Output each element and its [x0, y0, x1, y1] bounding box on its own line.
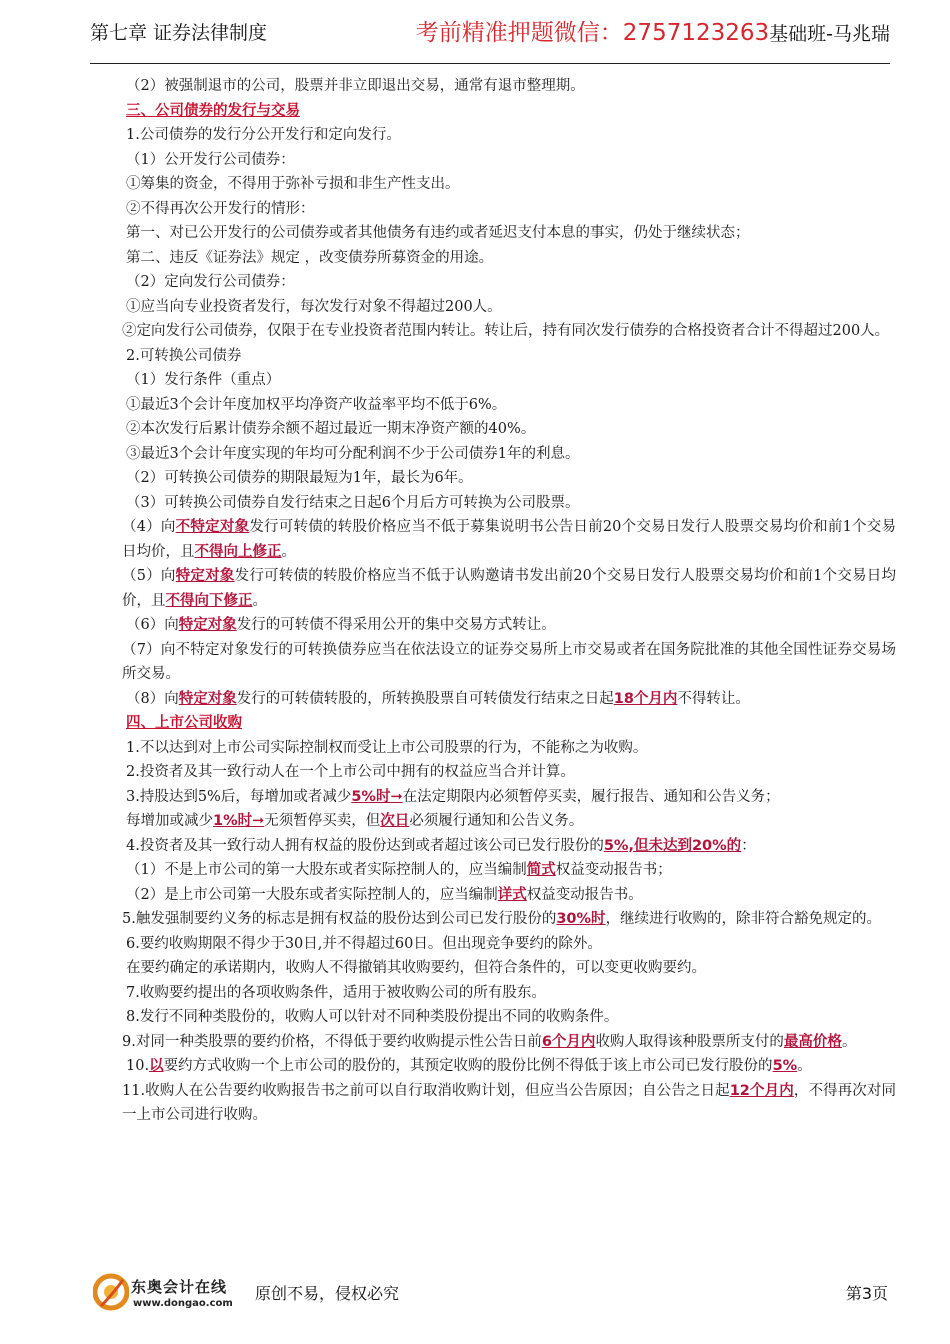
promo-banner — [416, 14, 890, 47]
paragraph: ③最近3个会计年度实现的年均可分配利润不少于公司债券1年的利息。 — [126, 445, 580, 462]
paragraph: ①最近3个会计年度加权平均净资产收益率平均不低于6%。 — [126, 396, 507, 413]
chapter-title: 第七章 证券法律制度 — [90, 22, 268, 44]
paragraph: （5）向特定对象发行可转债的转股价格应当不低于认购邀请书发出前20个交易日发行人股票交易均价和前1个交易日均价，且不得向下修正。 — [122, 568, 896, 609]
paragraph: （2）是上市公司第一大股东或者实际控制人的，应当编制详式权益变动报告书。 — [126, 886, 643, 903]
paragraph: （1）公开发行公司债券： — [126, 151, 295, 168]
paragraph: 5.触发强制要约义务的标志是拥有权益的股份达到公司已发行股份的30%时，继续进行收购的，除非符合豁免规定的。 — [122, 911, 882, 927]
dongao-logo — [93, 1272, 263, 1318]
paragraph: 3.持股达到5%后，每增加或者减少5%时➞在法定期限内必须暂停买卖，履行报告、通知和公告义务； — [126, 788, 780, 805]
paragraph: （7）向不特定对象发行的可转换债券应当在依法设立的证券交易所上市交易或者在国务院批准的其他全国性证券交易场所交易。 — [122, 641, 896, 682]
paragraph: 在要约确定的承诺期内，收购人不得撤销其收购要约，但符合条件的，可以变更收购要约。 — [126, 960, 706, 976]
paragraph: 7.收购要约提出的各项收购条件，适用于被收购公司的所有股东。 — [126, 984, 546, 1001]
header-rule — [90, 63, 890, 64]
paragraph: （6）向特定对象发行的可转债不得采用公开的集中交易方式转让。 — [126, 617, 556, 633]
page-header — [90, 12, 890, 52]
paragraph: 第一、对已公开发行的公司债券或者其他债务有违约或者延迟支付本息的事实，仍处于继续状态； — [126, 225, 750, 241]
paragraph: 2.可转换公司债券 — [126, 347, 242, 364]
paragraph: ①筹集的资金，不得用于弥补亏损和非生产性支出。 — [126, 176, 460, 192]
section-heading: 四、上市公司收购 — [126, 715, 242, 731]
paragraph: 11.收购人在公告要约收购报告书之前可以自行取消收购计划，但应当公告原因；自公告之日起12个月内，不得再次对同一上市公司进行收购。 — [122, 1082, 897, 1123]
paragraph: ①应当向专业投资者发行，每次发行对象不得超过200人。 — [126, 298, 502, 315]
logo-text: 东奥会计在线 — [131, 1278, 228, 1296]
paragraph: 1.不以达到对上市公司实际控制权而受让上市公司股票的行为，不能称之为收购。 — [126, 739, 648, 756]
paragraph: （2）被强制退市的公司，股票并非立即退出交易，通常有退市整理期。 — [126, 78, 585, 94]
paragraph: （8）向特定对象发行的可转债转股的，所转换股票自可转债发行结束之日起18个月内不得转让。 — [126, 690, 750, 707]
paragraph: （4）向不特定对象发行可转债的转股价格应当不低于募集说明书公告日前20个交易日发行人股票交易均价和前1个交易日均价，且不得向上修正。 — [122, 519, 896, 560]
paragraph: （2）可转换公司债券的期限最短为1年，最长为6年。 — [126, 470, 473, 486]
paragraph: 每增加或减少1%时➞无须暂停买卖，但次日必须履行通知和公告义务。 — [126, 813, 584, 829]
paragraph: ②定向发行公司债券，仅限于在专业投资者范围内转让。转让后，持有同次发行债券的合格投资者合计不得超过200人。 — [122, 323, 890, 339]
paragraph: 9.对同一种类股票的要约价格，不得低于要约收购提示性公告日前6个月内收购人取得该种股票所支付的最高价格。 — [122, 1033, 857, 1050]
class-name: 基础班-马兆瑞 — [769, 23, 890, 45]
paragraph: ②本次发行后累计债券余额不超过最近一期末净资产额的40%。 — [126, 421, 536, 437]
paragraph: 10.以要约方式收购一个上市公司的股份的，其预定收购的股份比例不得低于该上市公司已发行股份的5%。 — [126, 1058, 812, 1074]
paragraph: （2）定向发行公司债券： — [126, 274, 295, 290]
paragraph: （3）可转换公司债券自发行结束之日起6个月后方可转换为公司股票。 — [126, 494, 580, 511]
promo-text: 考前精准押题微信：2757123263 — [415, 20, 770, 46]
page-number: 第3页 — [845, 1284, 888, 1303]
paragraph: 第二、违反《证券法》规定 ，改变债券所募资金的用途。 — [126, 249, 494, 266]
paragraph: 8.发行不同种类股份的，收购人可以针对不同种类股份提出不同的收购条件。 — [126, 1009, 619, 1025]
footer-slogan: 原创不易，侵权必究 — [255, 1284, 400, 1303]
document-body — [122, 74, 897, 1128]
paragraph: 2.投资者及其一致行动人在一个上市公司中拥有的权益应当合并计算。 — [126, 764, 575, 780]
page-footer — [0, 1262, 950, 1332]
paragraph: （1）发行条件（重点） — [126, 372, 281, 388]
logo-url: www.dongao.com — [133, 1298, 233, 1309]
section-heading: 三、公司债券的发行与交易 — [126, 102, 300, 119]
paragraph: （1）不是上市公司的第一大股东或者实际控制人的，应当编制简式权益变动报告书； — [126, 862, 672, 878]
paragraph: 4.投资者及其一致行动人拥有权益的股份达到或者超过该公司已发行股份的5%,但未达到20%的： — [126, 837, 756, 854]
paragraph: 6.要约收购期限不得少于30日,并不得超过60日。但出现竞争要约的除外。 — [126, 935, 602, 952]
paragraph: ②不得再次公开发行的情形： — [126, 200, 315, 217]
dongao-logo-icon — [93, 1272, 129, 1312]
paragraph: 1.公司债券的发行分公开发行和定向发行。 — [126, 127, 401, 143]
